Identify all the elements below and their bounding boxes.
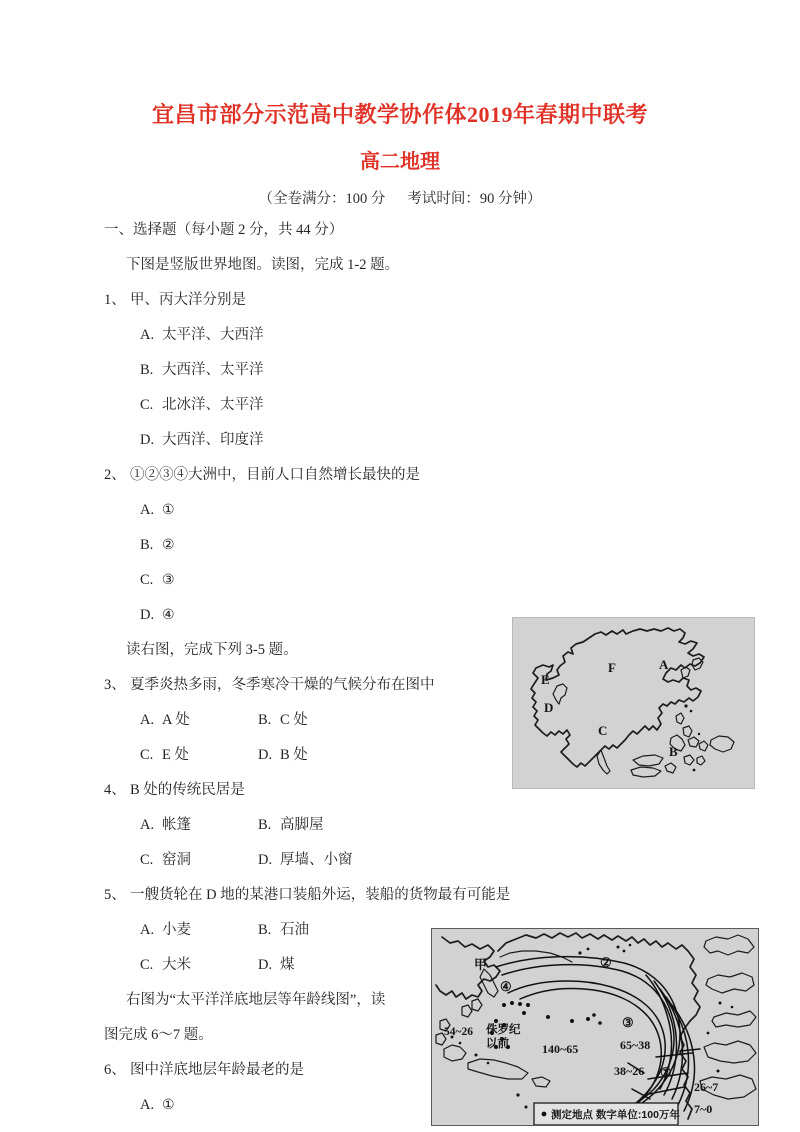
question-number-3: 3、 <box>104 677 126 694</box>
age-label-jurassic-1: 侏罗纪 <box>486 1024 521 1036</box>
option-3-c[interactable] <box>140 748 258 763</box>
option-letter: A. <box>140 502 155 519</box>
option-1-b[interactable] <box>104 353 764 388</box>
question-stem-2 <box>104 458 764 493</box>
option-text: 石油 <box>280 922 309 939</box>
question-number-1: 1、 <box>104 292 126 309</box>
option-text: 北冰洋、太平洋 <box>162 397 264 414</box>
age-label-jurassic-2: 以前 <box>486 1038 509 1050</box>
age-label-7-0: 7~0 <box>694 1102 713 1116</box>
option-5-b[interactable] <box>258 923 376 938</box>
option-letter: D. <box>258 747 273 764</box>
option-text: B 处 <box>280 747 308 764</box>
option-letter: B. <box>258 817 272 834</box>
option-3-a[interactable] <box>140 713 258 728</box>
figure-pacific-seafloor-age-map <box>431 928 759 1126</box>
option-letter: B. <box>258 922 272 939</box>
map-label-jia: 甲 <box>474 957 488 972</box>
page-title: 宜昌市部分示范高中教学协作体2019年春期中联考 <box>151 102 648 127</box>
figure-asia-map <box>512 617 755 789</box>
option-3-d[interactable] <box>258 748 376 763</box>
intro-q6-q7-line2: 图完成 6～7 题。 <box>104 1027 213 1044</box>
option-letter: B. <box>140 537 154 554</box>
section-heading: 一、选择题（每小题 2 分，共 44 分） <box>104 222 344 239</box>
option-3-b[interactable] <box>258 713 376 728</box>
intro-q6-q7-line1: 右图为“太平洋洋底地层等年龄线图”，读 <box>126 992 386 1009</box>
option-row-4-1 <box>104 808 764 843</box>
asia-map-svg <box>513 618 754 788</box>
option-text: 煤 <box>280 957 295 974</box>
map-label-B: B <box>669 744 678 759</box>
map-label-circle-2: ② <box>600 955 612 970</box>
intro-q1-q2: 下图是竖版世界地图。读图，完成 1-2 题。 <box>126 257 400 274</box>
exam-duration: 考试时间：90 分钟） <box>407 191 542 207</box>
question-number-5: 5、 <box>104 887 126 904</box>
option-letter: D. <box>258 957 273 974</box>
option-letter: C. <box>140 852 154 869</box>
option-5-d[interactable] <box>258 958 376 973</box>
option-text: 高脚屋 <box>280 817 324 834</box>
subject-title: 高二地理 <box>360 151 440 173</box>
question-stem-1 <box>104 283 764 318</box>
map-label-C: C <box>598 723 608 738</box>
option-1-d[interactable] <box>104 423 764 458</box>
option-2-c[interactable] <box>104 563 764 598</box>
option-text: 厚墙、小窗 <box>280 852 353 869</box>
option-letter: D. <box>140 432 155 449</box>
option-letter: B. <box>140 362 154 379</box>
option-letter: C. <box>140 397 154 414</box>
option-text: 大西洋、太平洋 <box>162 362 264 379</box>
map-label-E: E <box>541 672 550 687</box>
legend-dot-icon <box>542 1112 547 1117</box>
map-label-D: D <box>544 700 554 715</box>
option-4-a[interactable] <box>140 818 258 833</box>
question-number-4: 4、 <box>104 782 126 799</box>
map-label-F: F <box>608 660 616 675</box>
option-letter: D. <box>258 852 273 869</box>
option-1-a[interactable] <box>104 318 764 353</box>
age-label-140-65: 140~65 <box>542 1042 579 1056</box>
question-number-6: 6、 <box>104 1062 126 1079</box>
option-letter: C. <box>140 747 154 764</box>
option-4-d[interactable] <box>258 853 376 868</box>
option-text: 帐篷 <box>162 817 191 834</box>
option-letter: B. <box>258 712 272 729</box>
map-legend-text: 测定地点 数字单位:100万年 <box>551 1109 680 1121</box>
option-text: 太平洋、大西洋 <box>162 327 264 344</box>
option-text: 大米 <box>162 957 191 974</box>
question-number-2: 2、 <box>104 467 126 484</box>
option-4-b[interactable] <box>258 818 376 833</box>
question-stem-5 <box>104 878 764 913</box>
option-letter: A. <box>140 922 155 939</box>
question-text-3: 夏季炎热多雨，冬季寒冷干燥的气候分布在图中 <box>130 677 435 694</box>
exam-meta <box>0 187 800 208</box>
question-text-4: B 处的传统民居是 <box>130 782 245 799</box>
map-label-circle-3: ③ <box>622 1015 634 1030</box>
option-letter: A. <box>140 712 155 729</box>
map-label-circle-4: ④ <box>500 979 512 994</box>
map-label-A: A <box>659 657 669 672</box>
age-label-26-7: 26~7 <box>694 1080 719 1094</box>
age-label-65-38: 65~38 <box>620 1038 651 1052</box>
question-text-1: 甲、丙大洋分别是 <box>130 292 246 309</box>
pacific-map-svg <box>432 929 758 1125</box>
age-label-54-26: 54~26 <box>444 1026 473 1038</box>
option-row-4-2 <box>104 843 764 878</box>
option-text: ④ <box>162 607 175 623</box>
option-text: 窑洞 <box>162 852 191 869</box>
option-text: E 处 <box>162 747 189 764</box>
question-text-5: 一艘货轮在 D 地的某港口装船外运，装船的货物最有可能是 <box>130 887 511 904</box>
option-text: ① <box>162 502 175 518</box>
option-letter: C. <box>140 572 154 589</box>
option-2-b[interactable] <box>104 528 764 563</box>
option-text: C 处 <box>280 712 308 729</box>
option-letter: D. <box>140 607 155 624</box>
map-label-circle-1: ① <box>660 1065 672 1080</box>
age-label-38-26: 38~26 <box>614 1064 645 1078</box>
question-text-2: ①②③④大洲中，目前人口自然增长最快的是 <box>130 467 420 484</box>
exam-full-score: （全卷满分：100 分 <box>258 191 386 207</box>
option-2-a[interactable] <box>104 493 764 528</box>
option-5-c[interactable] <box>140 958 258 973</box>
option-text: ② <box>162 537 175 553</box>
option-text: A 处 <box>162 712 190 729</box>
option-5-a[interactable] <box>140 923 258 938</box>
option-text: 小麦 <box>162 922 191 939</box>
option-4-c[interactable] <box>140 853 258 868</box>
option-letter: A. <box>140 1097 155 1114</box>
option-text: 大西洋、印度洋 <box>162 432 264 449</box>
question-text-6: 图中洋底地层年龄最老的是 <box>130 1062 304 1079</box>
option-letter: A. <box>140 327 155 344</box>
option-letter: C. <box>140 957 154 974</box>
option-1-c[interactable] <box>104 388 764 423</box>
option-letter: A. <box>140 817 155 834</box>
option-text: ③ <box>162 572 175 588</box>
intro-q3-q5: 读右图，完成下列 3-5 题。 <box>126 642 298 659</box>
option-text: ① <box>162 1097 175 1113</box>
